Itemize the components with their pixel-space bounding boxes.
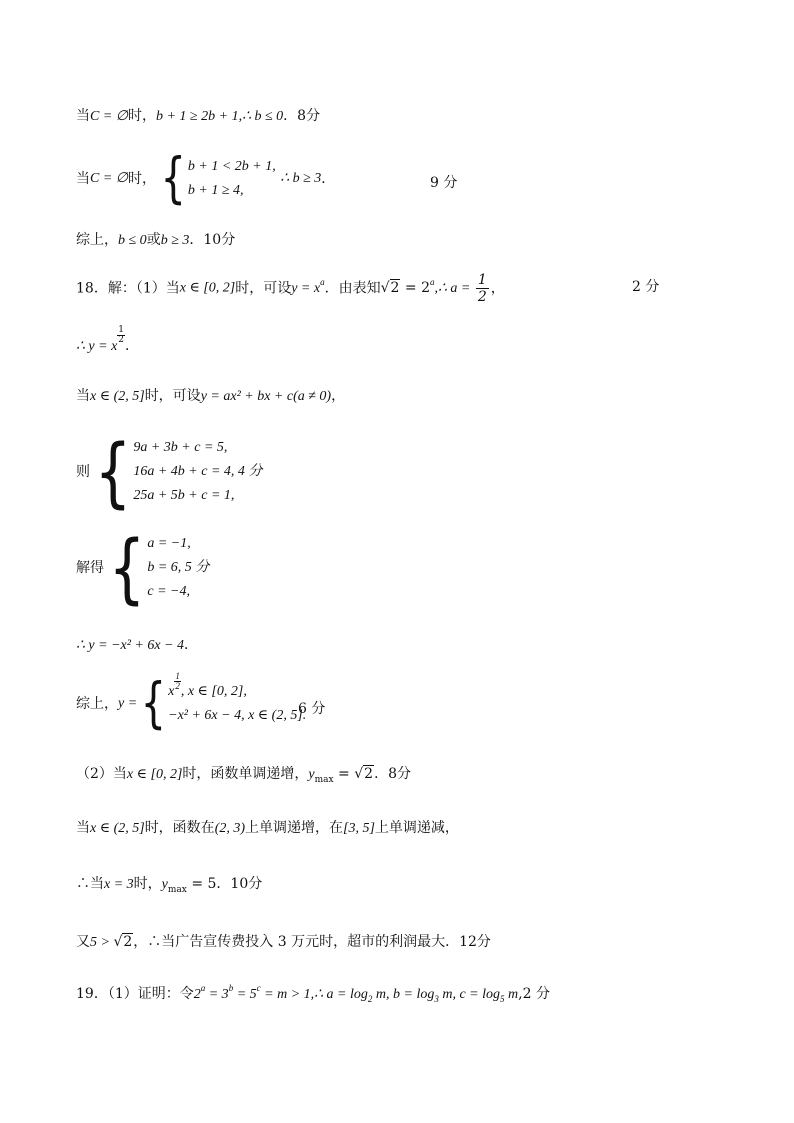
score-6: 6 分 <box>298 701 326 717</box>
math: C = ∅ <box>90 171 128 186</box>
system-row: 25a + 5b + c = 1, <box>133 488 235 503</box>
score-2: 2 分 <box>632 279 660 295</box>
text: ． <box>321 171 336 187</box>
math: 5 > <box>90 935 114 950</box>
text: 时，可设 <box>235 280 292 297</box>
math: x ∈ (2, 5] <box>90 821 145 836</box>
line-8 <box>76 523 210 613</box>
text: ， <box>331 388 346 404</box>
piecewise-function <box>140 671 307 736</box>
math: ∴ y = −x² + 6x − 4 <box>76 638 185 653</box>
math: y = ax² + bx + c(a ≠ 0) <box>200 389 332 404</box>
line-9 <box>76 635 198 656</box>
line-3 <box>76 230 235 251</box>
math: x ∈ [0, 2] <box>179 280 236 296</box>
score-text: ．10分 <box>216 876 263 892</box>
line-14 <box>76 932 491 953</box>
system-row: b + 1 < 2b + 1, <box>187 159 276 174</box>
score-text: ,2 分 <box>518 986 550 1002</box>
text: ，∴当广告宣传费投入 3 万元时，超市的利润最大．12分 <box>133 934 491 950</box>
text: 时， <box>127 108 156 124</box>
score-text: ．10分 <box>189 232 236 248</box>
subscript: max <box>167 885 187 895</box>
text: 综上， <box>76 696 118 712</box>
text: ． <box>184 637 199 653</box>
text: （2）当 <box>76 766 127 782</box>
sqrt-expression: √2 <box>113 934 133 950</box>
text: 上单调递增，在 <box>245 820 344 836</box>
superscript: a <box>320 276 325 287</box>
text: 时，函数在 <box>144 820 215 836</box>
line-10 <box>76 671 307 736</box>
text: 当 <box>76 171 90 187</box>
text: 当 <box>76 820 90 836</box>
math: b ≥ 3 <box>160 233 190 248</box>
math: x = 3 <box>104 877 134 892</box>
system-of-equations <box>94 427 263 517</box>
math: y <box>308 767 315 782</box>
question-label: 19．（1）证明：令 <box>76 986 194 1002</box>
text: ∴当 <box>76 876 104 892</box>
math: [3, 5] <box>343 821 375 836</box>
line-13: ∴当x = 3时，$y_{max} = 5$．10分 <box>76 876 263 895</box>
line-7 <box>76 427 263 517</box>
math: y <box>161 877 168 892</box>
line-12 <box>76 818 459 839</box>
system-row: c = −4, <box>147 584 190 599</box>
line-1 <box>76 106 320 127</box>
text: 当 <box>76 108 90 124</box>
text: ， <box>490 280 505 297</box>
brace-icon: { <box>94 427 132 517</box>
system-row: b + 1 ≥ 4, <box>187 183 244 198</box>
q19-line <box>76 984 550 1005</box>
piecewise-row: x $\frac{1}{2}$ , x ∈ [0, 2], <box>168 671 247 699</box>
math: (2, 3) <box>214 821 246 836</box>
math: y = <box>118 696 141 711</box>
system-row: b = 6, 5 分 <box>147 560 210 575</box>
system-row: 16a + 4b + c = 4, 4 分 <box>133 464 263 479</box>
text: 则 <box>76 464 90 480</box>
line-6 <box>76 386 345 407</box>
brace-icon: { <box>160 147 186 211</box>
text: ．由表知 <box>324 280 381 297</box>
score-9: 9 分 <box>430 175 458 191</box>
question-label: 18．解：（1）当 <box>76 280 180 297</box>
math: $2^a = 3^b = 5^c = m$ > 1,∴ $a = \log_2 m$, $b = \log_3 m$, $c = \log_5 m$ <box>193 983 519 1004</box>
math: x ∈ (2, 5] <box>90 389 145 404</box>
brace-icon: { <box>140 672 167 736</box>
text: 上单调递减， <box>374 820 459 836</box>
line-5 <box>76 325 140 357</box>
brace-icon: { <box>108 523 146 613</box>
text: 或 <box>146 232 161 248</box>
text: 时，可设 <box>144 388 201 404</box>
subscript: max <box>314 775 334 785</box>
math: b + 1 ≥ 2b + 1,∴ b ≤ 0 <box>155 109 284 124</box>
text: 综上， <box>76 232 118 248</box>
sqrt-expression: √2 <box>354 766 374 782</box>
sqrt-expression: $√2 = 2^a,\therefore$ a = <box>380 277 474 296</box>
text: 时，函数单调递增， <box>182 766 309 782</box>
math: ∴ y = x <box>76 339 118 354</box>
text: 当 <box>76 388 90 404</box>
score-text: ．8分 <box>374 766 412 782</box>
piecewise-row: −x² + 6x − 4, x ∈ (2, 5]. <box>168 708 307 723</box>
score-text: ．8分 <box>283 108 321 124</box>
text: 时， <box>133 876 162 892</box>
system-row: 9a + 3b + c = 5, <box>133 440 228 455</box>
text: 又 <box>76 934 90 950</box>
system-row: a = −1, <box>147 536 191 551</box>
solution-system <box>108 523 210 613</box>
exponent-fraction: $\frac{1}{2}$ <box>118 325 125 345</box>
math: ∴ b ≥ 3 <box>280 171 322 186</box>
math: y = x <box>291 280 321 296</box>
line-11: （2）当x ∈ [0, 2]时，函数单调递增，$y_{max} = √2$．8分 <box>76 766 412 785</box>
text: 解得 <box>76 560 104 576</box>
q18-line <box>76 272 505 305</box>
text: 时， <box>127 171 156 187</box>
system-of-inequalities <box>160 147 276 211</box>
text: ． <box>125 338 140 354</box>
line-2 <box>76 147 336 211</box>
math: b ≤ 0 <box>118 233 147 248</box>
math: C = ∅ <box>90 109 128 124</box>
math: x ∈ [0, 2] <box>126 767 183 782</box>
fraction-half: $\frac{1}{2}$ <box>477 272 487 305</box>
